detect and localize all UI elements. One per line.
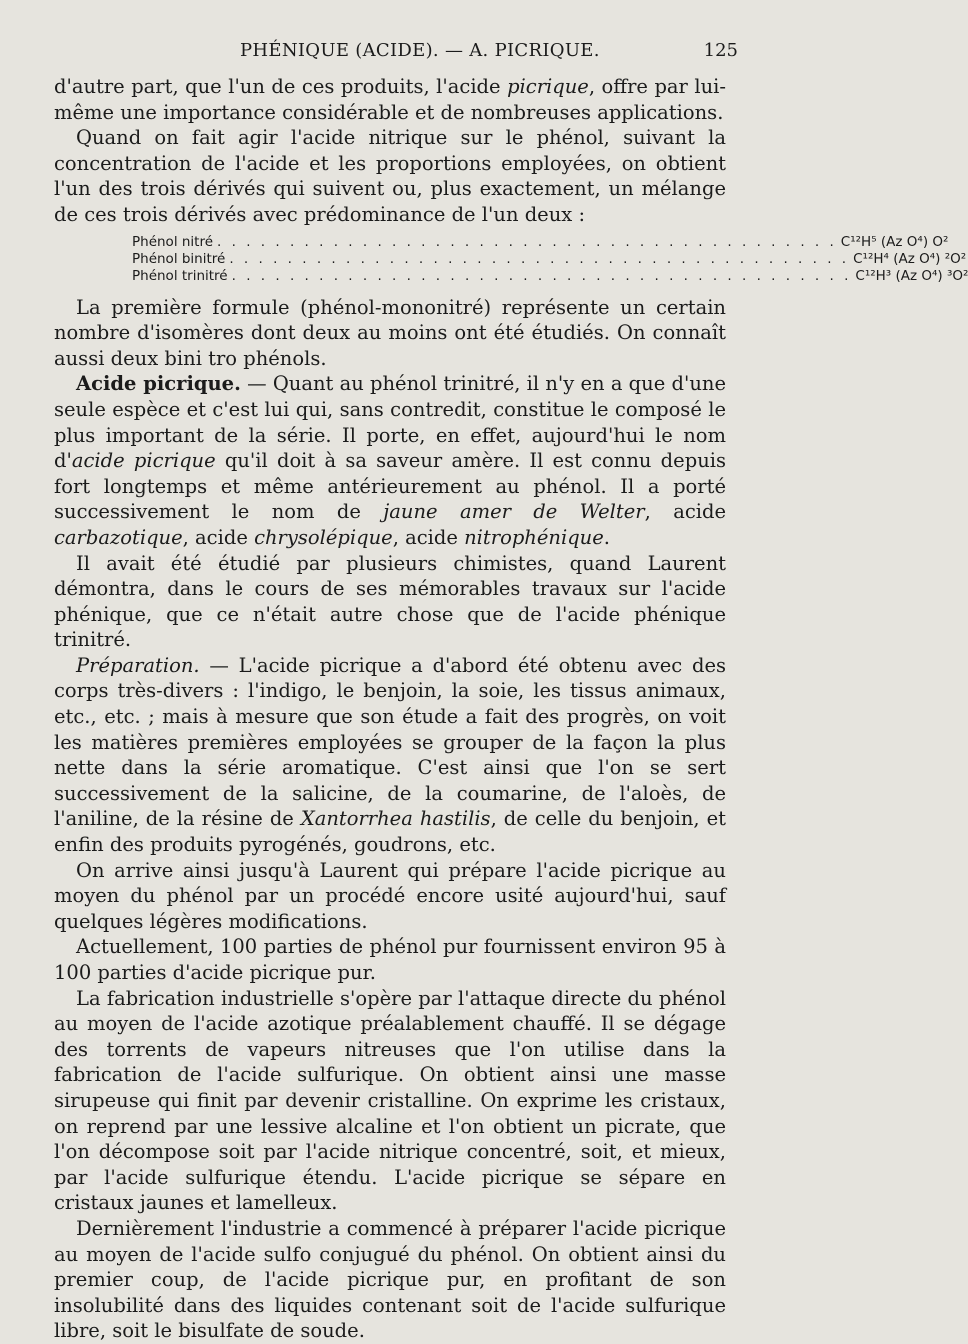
paragraph-2: Quand on fait agir l'acide nitrique sur le phénol, suivant la concentration de l'acide et les proportions employées, on obtient l'un des trois dérivés qui suivent ou, plus exactement, un mélange de ces trois dérivés avec prédominance de l'un deux : <box>54 126 726 226</box>
paragraph-8: Actuellement, 100 parties de phénol pur fournissent environ 95 à 100 parties d'acide picrique pur. <box>54 935 726 984</box>
running-title: PHÉNIQUE (ACIDE). — A. PICRIQUE. <box>240 40 600 61</box>
paragraph-3: La première formule (phénol-mononitré) représente un certain nombre d'isomères dont deux au moins ont été étudiés. On connaît aussi deux bini tro phénols. <box>54 295 726 370</box>
section-heading: Préparation. <box>76 653 200 677</box>
formula-row <box>132 233 949 251</box>
paragraph-5: Il avait été étudié par plusieurs chimistes, quand Laurent démontra, dans le cours de ses mémorables travaux sur l'acide phénique, que ce n'était autre chose que de l'acide phénique trinitré. <box>54 551 726 652</box>
leader-dots: . . . . . . . . . . . . . . . . . . . . . . . . . . . . . . . . . . . . . . . . . . . <box>229 250 850 267</box>
page-number: 125 <box>703 40 738 61</box>
section-heading: Acide picrique. <box>76 372 241 396</box>
formula-row <box>132 250 967 268</box>
paragraph-9: La fabrication industrielle s'opère par l'attaque directe du phénol au moyen de l'acide azotique préalablement chauffé. Il se dégage des torrents de vapeurs nitreuses que l'on utilise dans la fabrication de l'acide sulfurique. On obtient ainsi une masse sirupeuse qui finit par devenir cristalline. On exprime les cristaux, on reprend par une lessive alcaline et l'on obtient un picrate, que l'on décompose soit par l'acide nitrique concentré, soit, et mieux, par l'acide sulfurique étendu. L'acide picrique se sépare en cristaux jaunes et lamelleux. <box>54 986 726 1215</box>
formula-row <box>132 267 968 285</box>
chemical-formula: C¹²H⁵ (Az O⁴) O² <box>840 233 949 250</box>
body-text <box>54 74 968 1344</box>
paragraph-4: Acide picrique. — Quant au phénol trinitré, il n'y en a que d'une seule espèce et c'est lui qui, sans contredit, constitue le composé le plus important de la série. Il porte, en effet, aujourd'hui le nom d'acide picrique qu'il doit à sa saveur amère. Il est connu depuis fort longtemps et même antérieurement au phénol. Il a porté successivement le nom de jaune amer de Welter, acide carbazotique, acide chrysolépique, acide nitrophénique. <box>54 372 726 549</box>
paragraph-10: Dernièrement l'industrie a commencé à préparer l'acide picrique au moyen de l'acide sulfo conjugué du phénol. On obtient ainsi du premier coup, de l'acide picrique pur, en profitant de son insolubilité dans des liquides contenant soit de l'acide sulfurique libre, soit le bisulfate de soude. <box>54 1216 726 1343</box>
leader-dots: . . . . . . . . . . . . . . . . . . . . . . . . . . . . . . . . . . . . . . . . . . . <box>231 267 852 284</box>
chemical-formula: C¹²H³ (Az O⁴) ³O² <box>855 267 968 284</box>
paragraph-1: d'autre part, que l'un de ces produits, l'acide picrique, offre par lui-même une importance considérable et de nombreuses applications. <box>54 75 726 124</box>
paragraph-7: On arrive ainsi jusqu'à Laurent qui prépare l'acide picrique au moyen du phénol par un procédé encore usité aujourd'hui, sauf quelques légères modifications. <box>54 858 726 933</box>
chemical-formula: C¹²H⁴ (Az O⁴) ²O² <box>853 250 967 267</box>
page-header <box>0 40 800 70</box>
formula-name: Phénol binitré <box>132 250 226 267</box>
paragraph-6: Préparation. — L'acide picrique a d'abord été obtenu avec des corps très-divers : l'indigo, le benjoin, la soie, les tissus animaux, etc., etc. ; mais à mesure que son étude a fait des progrès, on voit les matières premières employées se grouper de la façon la plus nette dans la série aromatique. C'est ainsi que l'on se sert successivement de la salicine, de la coumarine, de l'aloès, de l'aniline, de la résine de Xantorrhea hastilis, de celle du benjoin, et enfin des produits pyrogénés, goudrons, etc. <box>54 653 726 857</box>
leader-dots: . . . . . . . . . . . . . . . . . . . . . . . . . . . . . . . . . . . . . . . . . . . <box>217 233 837 250</box>
formula-name: Phénol nitré <box>132 233 214 250</box>
formula-name: Phénol trinitré <box>132 267 228 284</box>
formula-table <box>132 233 968 285</box>
